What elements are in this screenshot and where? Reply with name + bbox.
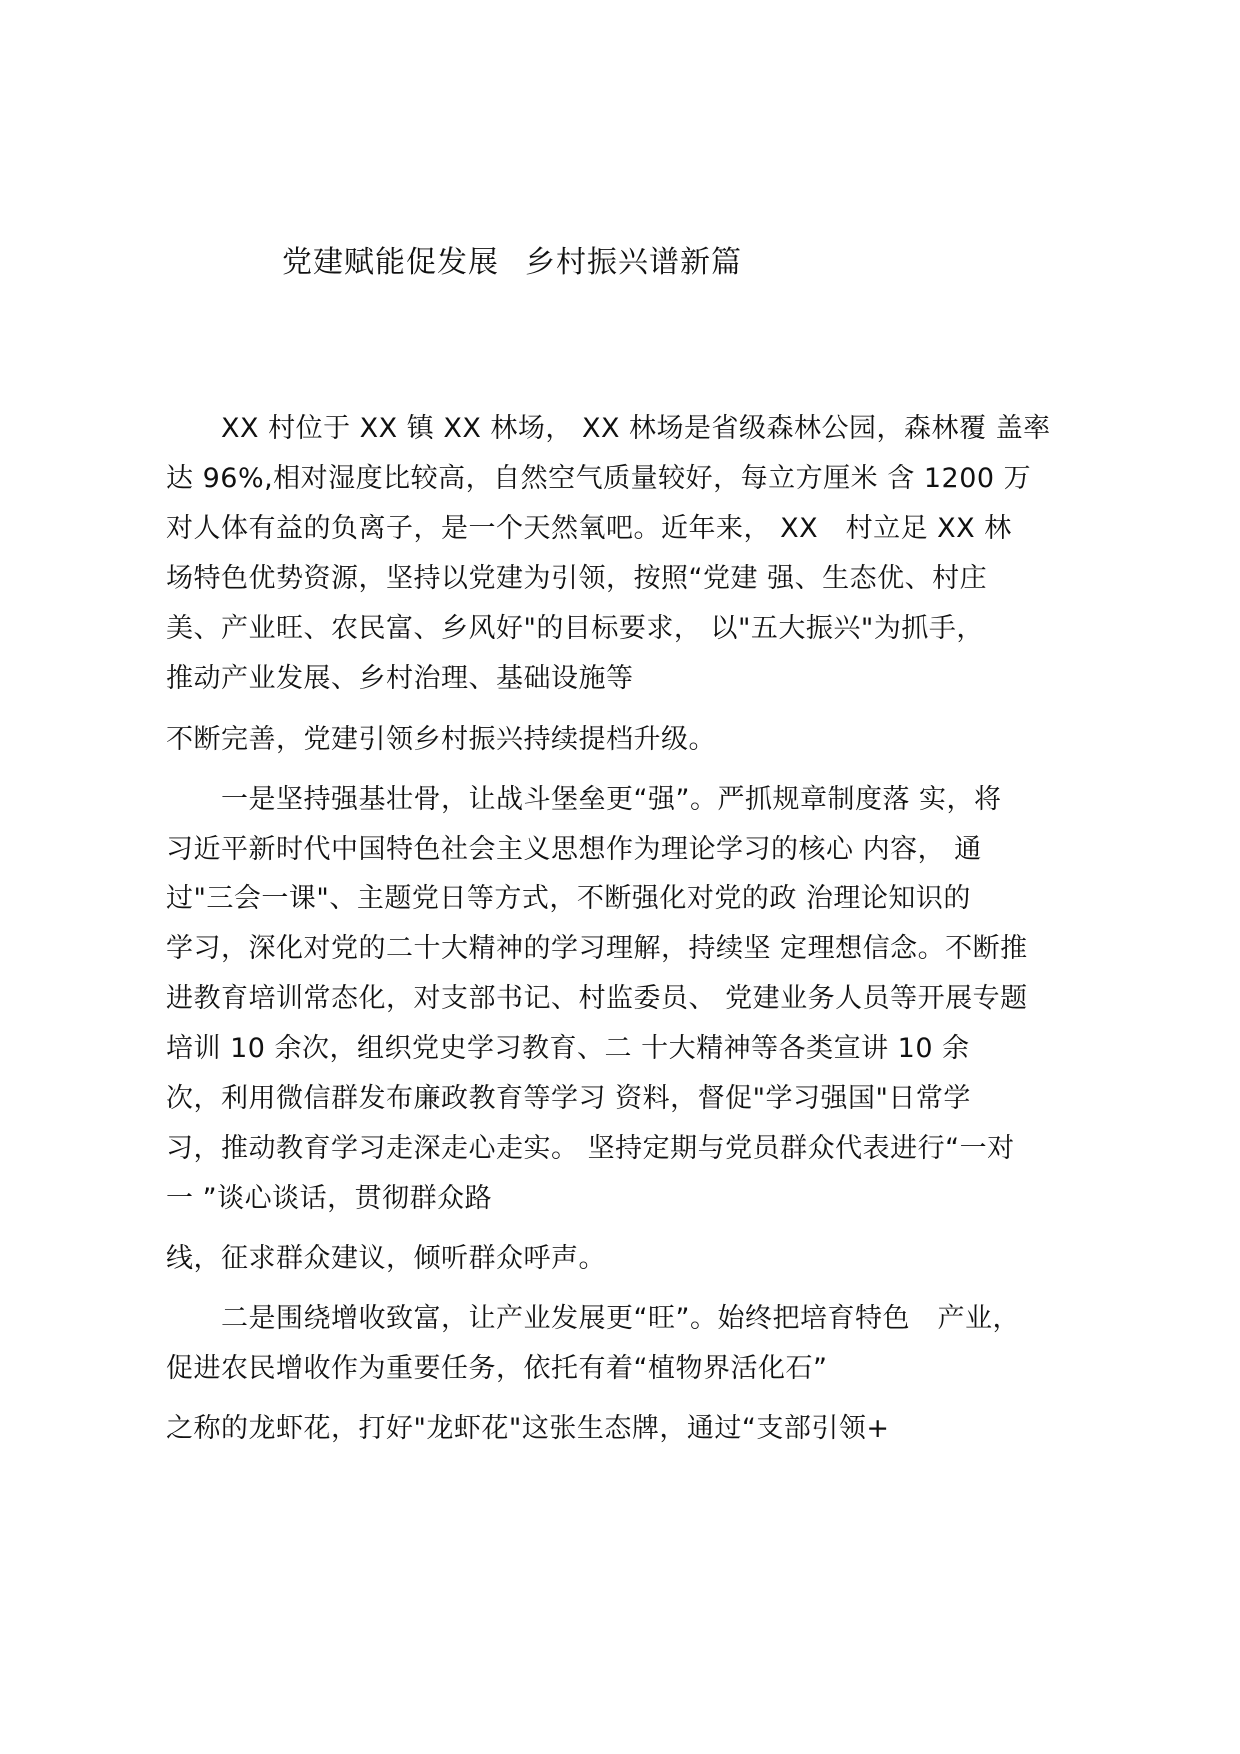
body-line: XX 村位于 XX 镇 XX 林场， XX 林场是省级森林公园，森林覆 盖率 (166, 413, 1051, 444)
body-line: 推动产业发展、乡村治理、基础设施等 (166, 663, 634, 694)
body-line: 习，推动教育学习走深走心走实。 坚持定期与党员群众代表进行“一对 (166, 1133, 1015, 1164)
body-line: 一是坚持强基壮骨，让战斗堡垒更“强”。严抓规章制度落 实，将 (166, 784, 1002, 815)
body-line: 过"三会一课"、主题党日等方式，不断强化对党的政 治理论知识的 (166, 883, 971, 914)
title-part-1: 党建赋能促发展 (282, 245, 499, 280)
body-line: 达 96%,相对湿度比较高，自然空气质量较好，每立方厘米 含 1200 万 (166, 463, 1032, 494)
body-line: 不断完善，党建引领乡村振兴持续提档升级。 (166, 724, 716, 755)
body-line: 美、产业旺、农民富、乡风好"的目标要求， 以"五大振兴"为抓手， (166, 613, 984, 644)
body-line: 一 ”谈心谈话，贯彻群众路 (166, 1183, 493, 1214)
body-line: 习近平新时代中国特色社会主义思想作为理论学习的核心 内容， 通 (166, 834, 982, 865)
body-line: 对人体有益的负离子，是一个天然氧吧。近年来， XX 村立足 XX 林 (166, 513, 1012, 544)
body-line: 促进农民增收作为重要任务，依托有着“植物界活化石” (166, 1353, 828, 1384)
document-title (282, 243, 742, 283)
title-part-2: 乡村振兴谱新篇 (525, 245, 742, 280)
body-line: 之称的龙虾花，打好"龙虾花"这张生态牌，通过“支部引领+ (166, 1413, 890, 1444)
body-line: 次，利用微信群发布廉政教育等学习 资料，督促"学习强国"日常学 (166, 1083, 971, 1114)
body-line: 培训 10 余次，组织党史学习教育、二 十大精神等各类宣讲 10 余 (166, 1033, 970, 1064)
body-line: 学习，深化对党的二十大精神的学习理解，持续坚 定理想信念。不断推 (166, 933, 1028, 964)
body-line: 线，征求群众建议，倾听群众呼声。 (166, 1243, 606, 1274)
body-line: 二是围绕增收致富，让产业发展更“旺”。始终把培育特色 产业， (166, 1303, 1020, 1334)
body-line: 场特色优势资源，坚持以党建为引领，按照“党建 强、生态优、村庄 (166, 563, 988, 594)
body-line: 进教育培训常态化，对支部书记、村监委员、 党建业务人员等开展专题 (166, 983, 1028, 1014)
